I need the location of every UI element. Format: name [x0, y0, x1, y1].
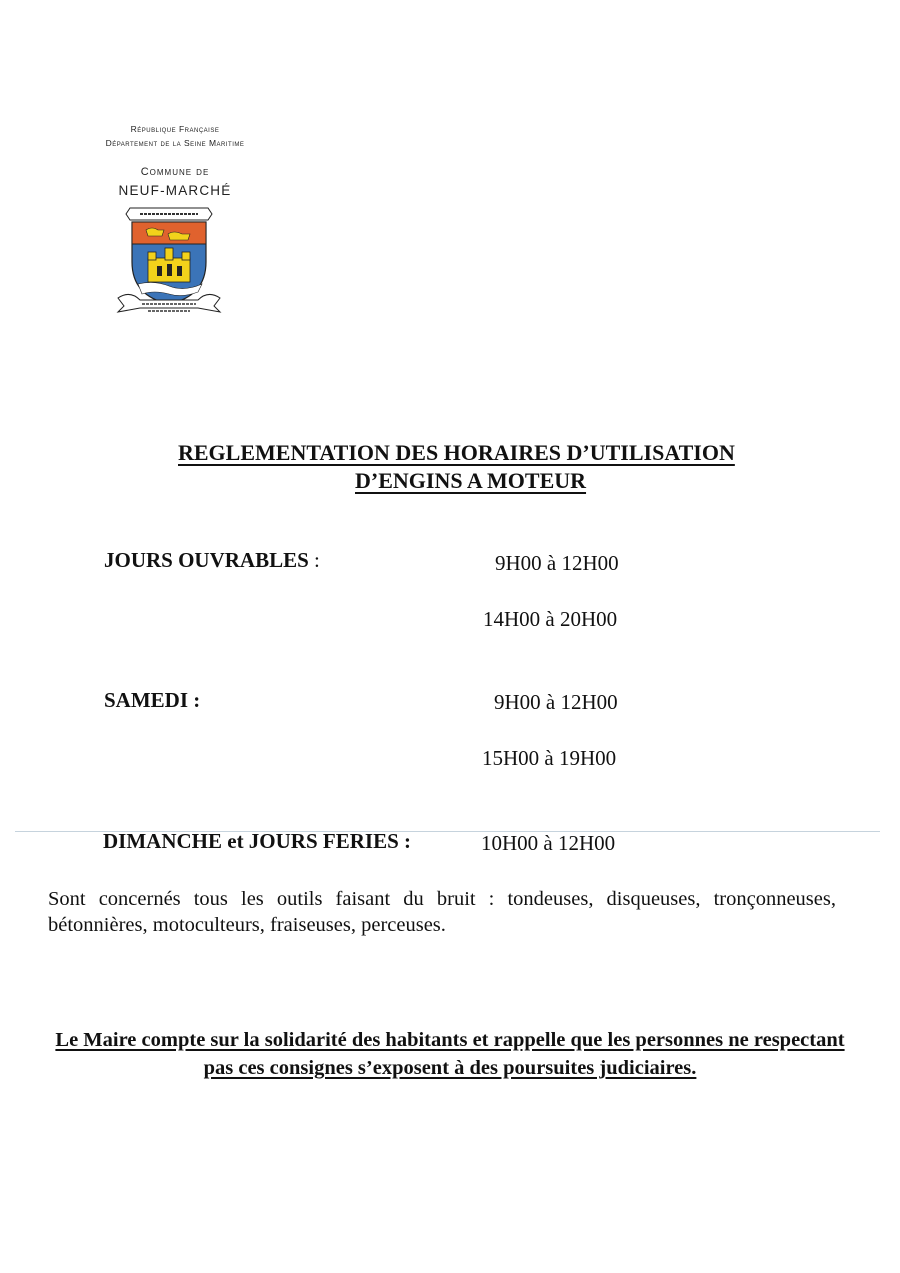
page-title-line-1: REGLEMENTATION DES HORAIRES D’UTILISATION [178, 440, 735, 465]
schedule-hours: 10H00 à 12H00 [481, 831, 616, 855]
day-label: JOURS OUVRABLES [104, 548, 309, 572]
header-department: Département de la Seine Maritime [105, 138, 245, 148]
page-title-line-2: D’ENGINS A MOTEUR [355, 468, 587, 493]
schedule-hours: 14H00 à 20H00 [483, 607, 618, 631]
mayor-notice: Le Maire compte sur la solidarité des habitants et rappelle que les personnes ne respectant pas ces consignes s’exposent à des poursuites judiciaires. [55, 1029, 845, 1079]
schedule-hours: 15H00 à 19H00 [482, 746, 617, 770]
schedule-hours: 9H00 à 12H00 [494, 690, 618, 714]
schedule-day-saturday: SAMEDI : [104, 688, 201, 712]
coat-of-arms-icon [110, 200, 228, 318]
header-commune-name: NEUF-MARCHÉ [118, 183, 232, 198]
header-republic: République Française [130, 124, 220, 134]
day-colon: : [308, 548, 320, 572]
schedule-day-weekdays [104, 548, 320, 573]
schedule-day-sunday-holidays: DIMANCHE et JOURS FERIES : [103, 829, 412, 853]
tools-concerned-text: Sont concernés tous les outils faisant du bruit : tondeuses, disqueuses, tronçonneuses, bétonnières, motoculteurs, fraiseuses, perceuses. [48, 888, 836, 936]
header-commune-label: Commune de [140, 166, 210, 178]
schedule-hours: 9H00 à 12H00 [495, 551, 619, 575]
